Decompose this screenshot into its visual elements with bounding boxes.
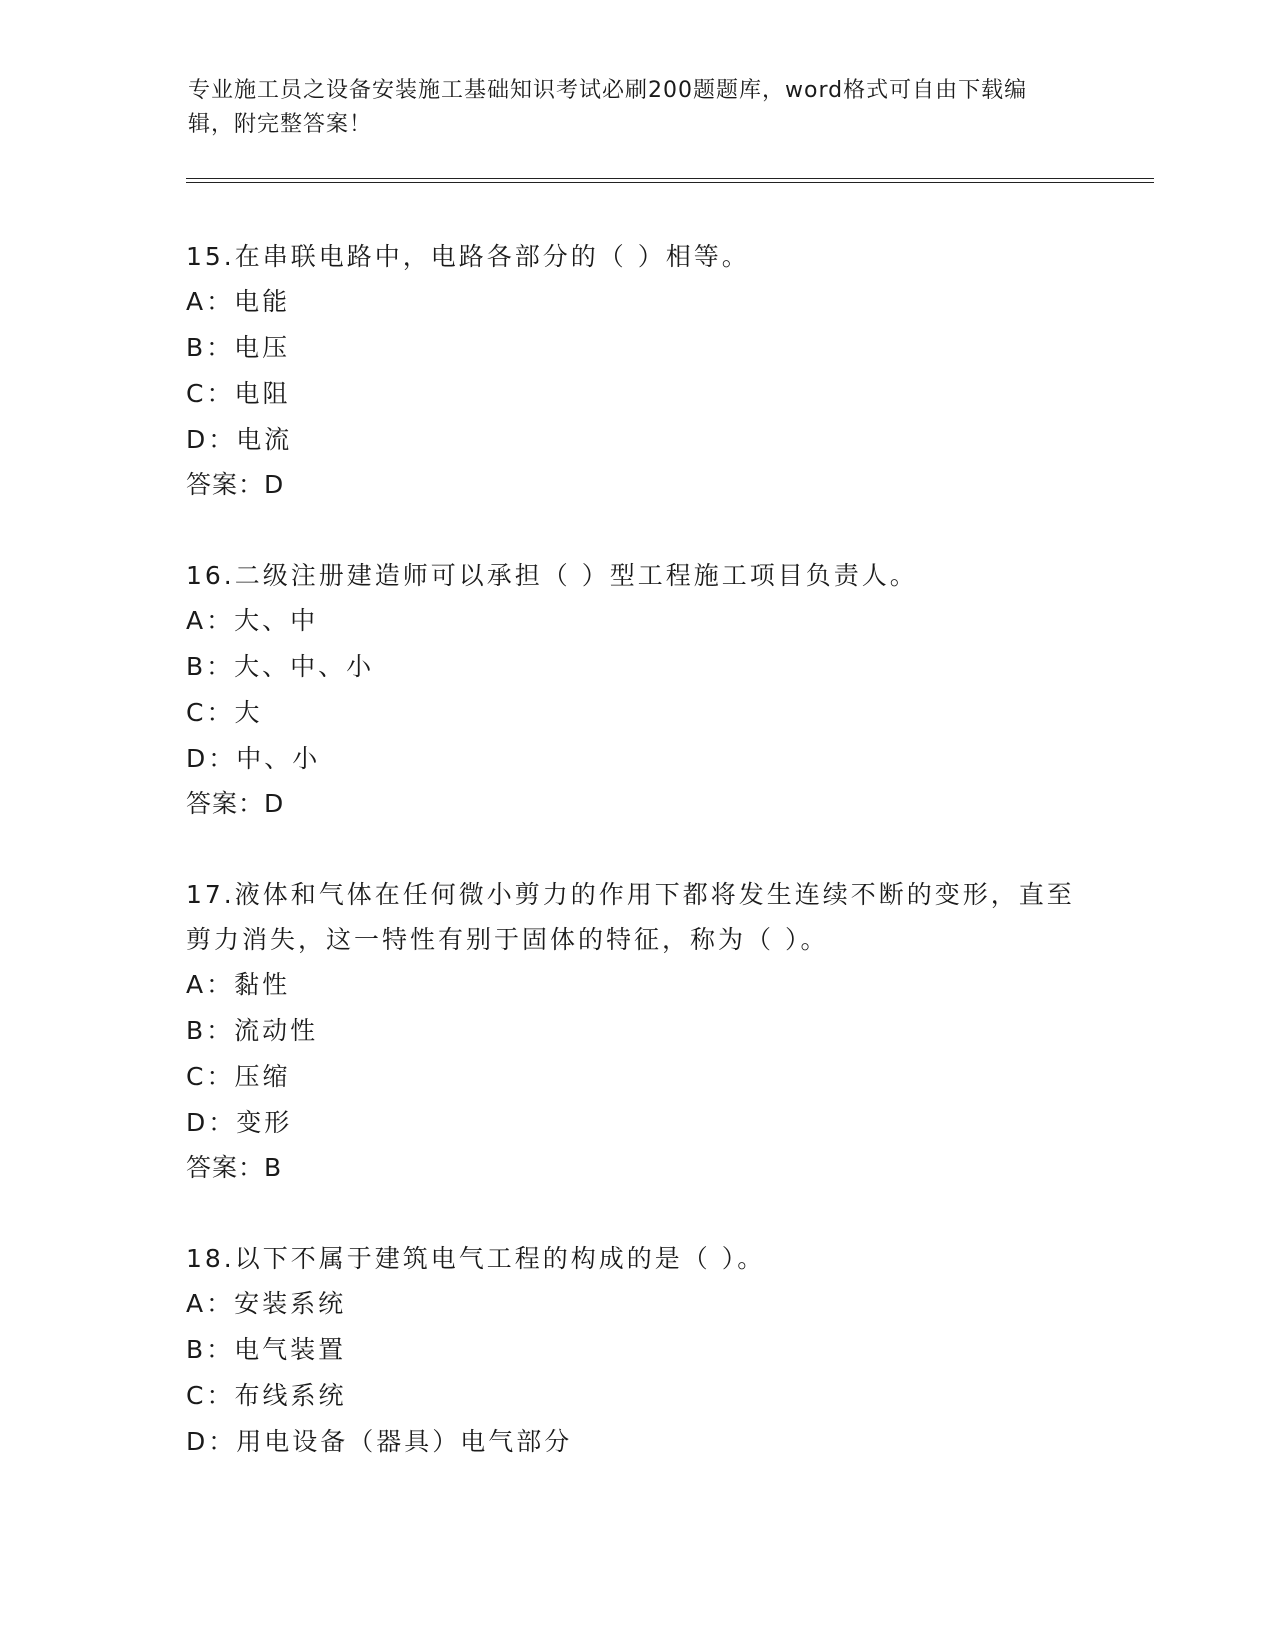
option-c: C：布线系统 (186, 1381, 347, 1410)
option-d: D：中、小 (186, 744, 321, 773)
option-b: B：大、中、小 (186, 652, 375, 681)
option-b: B：电压 (186, 333, 291, 362)
question-17 (186, 872, 1086, 1189)
option-a: A：大、中 (186, 606, 319, 635)
option-c: C：电阻 (186, 379, 291, 408)
header-divider (186, 178, 1154, 183)
option-b: B：电气装置 (186, 1335, 347, 1364)
question-18 (186, 1236, 1086, 1465)
question-stem: 18.以下不属于建筑电气工程的构成的是（ ）。 (186, 1244, 766, 1273)
question-list (186, 234, 1086, 1512)
question-16 (186, 553, 1086, 825)
question-stem: 16.二级注册建造师可以承担（ ）型工程施工项目负责人。 (186, 561, 918, 590)
option-a: A：电能 (186, 287, 291, 316)
option-d: D：变形 (186, 1108, 293, 1137)
answer-line: 答案：D (186, 789, 285, 818)
answer-line: 答案：B (186, 1153, 283, 1182)
option-b: B：流动性 (186, 1016, 319, 1045)
option-c: C：大 (186, 698, 263, 727)
answer-line: 答案：D (186, 470, 285, 499)
document-header: 专业施工员之设备安装施工基础知识考试必刷200题题库，word格式可自由下载编辑，附完整答案！ (188, 78, 1028, 137)
question-stem: 15.在串联电路中，电路各部分的（ ）相等。 (186, 242, 750, 271)
option-a: A：安装系统 (186, 1289, 347, 1318)
option-a: A：黏性 (186, 970, 291, 999)
option-d: D：用电设备（器具）电气部分 (186, 1427, 573, 1456)
option-d: D：电流 (186, 425, 293, 454)
question-15 (186, 234, 1086, 506)
question-stem: 17.液体和气体在任何微小剪力的作用下都将发生连续不断的变形，直至剪力消失，这一特性有别于固体的特征，称为（ ）。 (186, 880, 1075, 954)
option-c: C：压缩 (186, 1062, 291, 1091)
